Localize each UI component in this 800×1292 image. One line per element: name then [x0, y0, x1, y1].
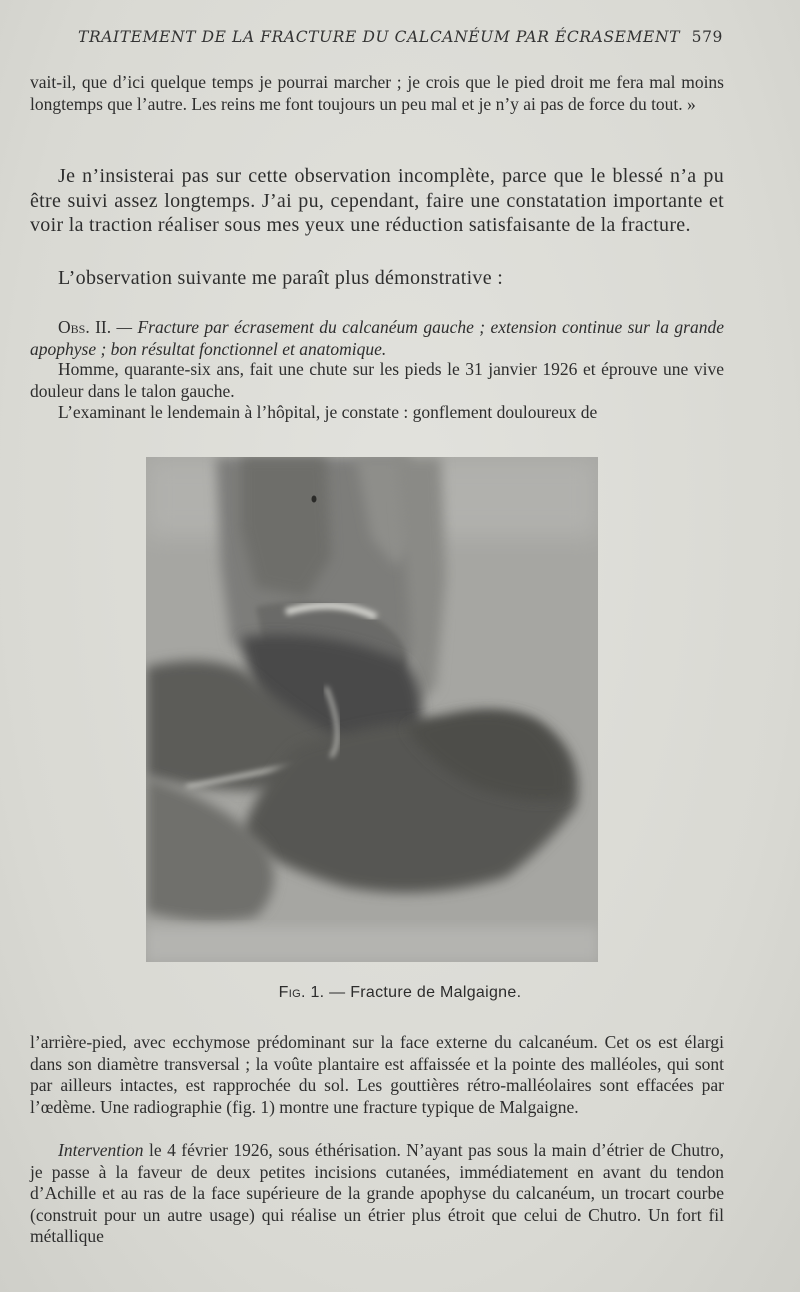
observation-label: Obs. II. [58, 317, 112, 337]
observation-title: — Fracture par écrasement du calcanéum gauche ; extension continue sur la grande apophyse ; bon résultat fonctionnel et anatomique. [30, 317, 724, 359]
paragraph-patient: Homme, quarante-six ans, fait une chute sur les pieds le 31 janvier 1926 et éprouve une vive douleur dans le talon gauche. [30, 359, 724, 401]
running-title: TRAITEMENT DE LA FRACTURE DU CALCANÉUM PAR ÉCRASEMENT [78, 28, 681, 46]
paragraph-exam-continued: l’arrière-pied, avec ecchymose prédominant sur la face externe du calcanéum. Cet os est élargi dans son diamètre transversal ; la voûte plantaire est affaissée et la pointe des malléoles, qui sont par ailleurs intactes, est rapprochée du sol. Les gouttières rétro-malléolaires sont effacées par l’œdème. Une radiographie (fig. 1) montre une fracture typique de Malgaigne. [30, 1032, 724, 1117]
paragraph-exam: L’examinant le lendemain à l’hôpital, je constate : gonflement douloureux de [58, 402, 598, 422]
xray-image [146, 457, 598, 962]
paragraph-continued: vait-il, que d’ici quelque temps je pourrai marcher ; je crois que le pied droit me fera mal moins longtemps que l’autre. Les reins me font toujours un peu mal et je n’y ai pas de force du tout. » [30, 72, 724, 114]
figure-caption-text: — Fracture de Malgaigne. [324, 984, 522, 1001]
paragraph-observation-comment: Je n’insisterai pas sur cette observation incomplète, parce que le blessé n’a pu être suivi assez longtemps. J’ai pu, cependant, faire une constatation importante et voir la traction réaliser sous mes yeux une réduction satisfaisante de la fracture. [30, 165, 724, 237]
paragraph-next-observation: L’observation suivante me paraît plus démonstrative : [58, 267, 504, 289]
xray-figure [146, 457, 598, 962]
intervention-text: le 4 février 1926, sous éthérisation. N’ayant pas sous la main d’étrier de Chutro, je passe à la faveur de deux petites incisions cutanées, immédiatement en avant du tendon d’Achille et au ras de la face supérieure de la grande apophyse du calcanéum, un trocart courbe (construit pour un autre usage) qui réalise un étrier plus étroit que celui de Chutro. Un fort fil métallique [30, 1140, 724, 1246]
observation-heading [30, 317, 724, 360]
paragraph-intervention [30, 1140, 724, 1248]
figure-caption [0, 984, 800, 1002]
figure-label: Fig. 1. [278, 984, 325, 1001]
page-number: 579 [691, 28, 723, 46]
intervention-lead: Intervention [58, 1140, 144, 1160]
